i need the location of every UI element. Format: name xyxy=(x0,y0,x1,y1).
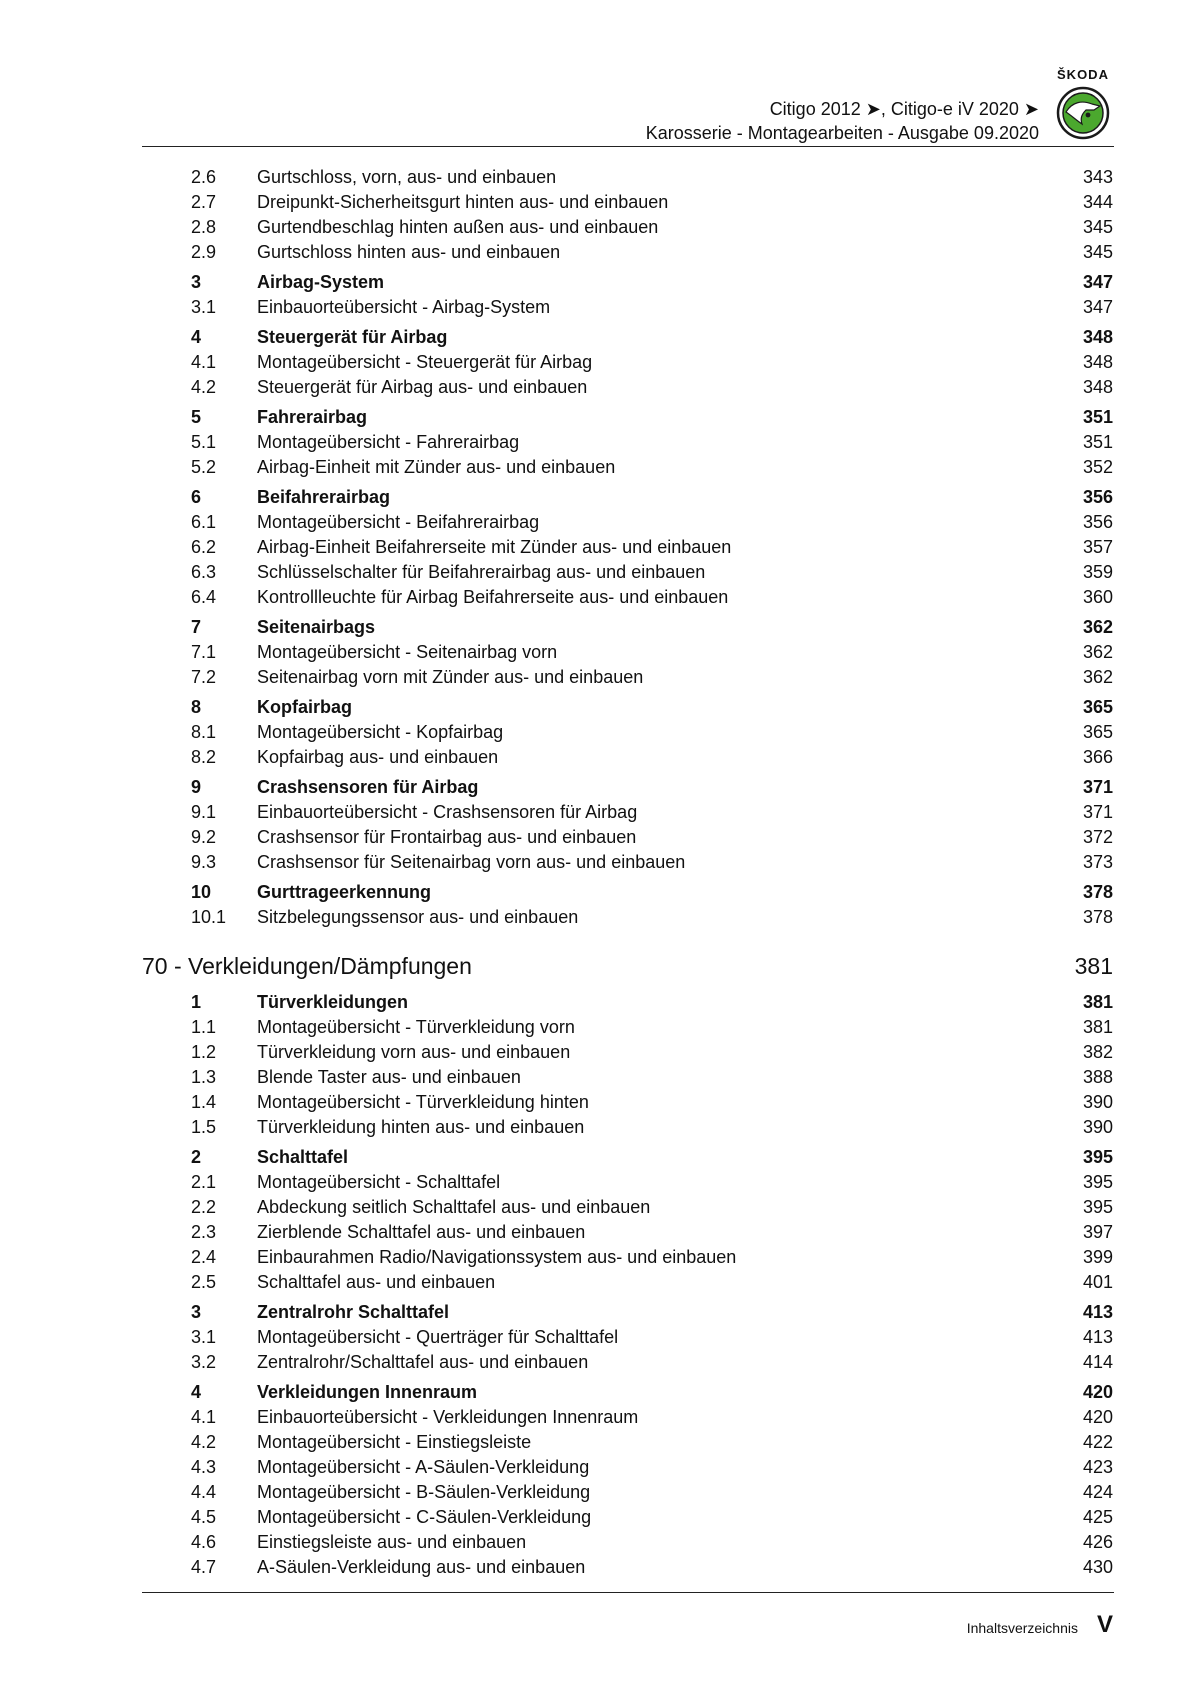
toc-entry-leader xyxy=(257,585,1081,610)
toc-subsection-row[interactable] xyxy=(0,665,1191,690)
toc-entry-leader xyxy=(257,535,1081,560)
toc-entry-title: Crashsensor für Frontairbag aus- und einbauen xyxy=(257,827,650,847)
toc-entry-title: Crashsensoren für Airbag xyxy=(257,777,492,797)
toc-entry-title: Einbauorteübersicht - Airbag-System xyxy=(257,297,564,317)
toc-entry-page: 357 xyxy=(1082,537,1113,557)
toc-entry-title: Dreipunkt-Sicherheitsgurt hinten aus- und einbauen xyxy=(257,192,682,212)
brand-wordmark: ŠKODA xyxy=(1057,67,1109,82)
toc-section-row[interactable] xyxy=(0,615,1191,640)
toc-entry-number: 7 xyxy=(191,617,202,637)
toc-entry-number: 6 xyxy=(191,487,202,507)
toc-entry-title: Montageübersicht - Fahrerairbag xyxy=(257,432,533,452)
toc-subsection-row[interactable] xyxy=(0,1040,1191,1065)
toc-entry-title: Kontrollleuchte für Airbag Beifahrerseite aus- und einbauen xyxy=(257,587,742,607)
toc-entry-number: 9.3 xyxy=(191,852,217,872)
toc-subsection-row[interactable] xyxy=(0,640,1191,665)
toc-entry-title: Airbag-Einheit Beifahrerseite mit Zünder aus- und einbauen xyxy=(257,537,745,557)
toc-entry-title: Abdeckung seitlich Schalttafel aus- und einbauen xyxy=(257,1197,664,1217)
toc-entry-leader xyxy=(257,485,1081,510)
toc-entry-leader xyxy=(257,325,1081,350)
toc-entry-title: Zentralrohr Schalttafel xyxy=(257,1302,463,1322)
toc-entry-page: 372 xyxy=(1082,827,1113,847)
toc-entry-title: Zierblende Schalttafel aus- und einbauen xyxy=(257,1222,599,1242)
toc-entry-leader xyxy=(257,1245,1081,1270)
toc-entry-page: 399 xyxy=(1082,1247,1113,1267)
toc-subsection-row[interactable] xyxy=(0,1555,1191,1580)
toc-entry-leader xyxy=(257,430,1081,455)
toc-subsection-row[interactable] xyxy=(0,1405,1191,1430)
toc-entry-page: 343 xyxy=(1082,167,1113,187)
toc-entry-page: 388 xyxy=(1082,1067,1113,1087)
toc-entry-page: 351 xyxy=(1082,407,1113,427)
header-divider xyxy=(142,146,1114,147)
toc-subsection-row[interactable] xyxy=(0,800,1191,825)
toc-section-row[interactable] xyxy=(0,1300,1191,1325)
toc-entry-title: Montageübersicht - Steuergerät für Airbag xyxy=(257,352,606,372)
toc-subsection-row[interactable] xyxy=(0,1530,1191,1555)
toc-entry-page: 362 xyxy=(1082,667,1113,687)
toc-entry-title: Schalttafel xyxy=(257,1147,362,1167)
toc-entry-page: 430 xyxy=(1082,1557,1113,1577)
toc-entry-title: Montageübersicht - Einstiegsleiste xyxy=(257,1432,545,1452)
toc-entry-leader xyxy=(257,1065,1081,1090)
toc-entry-number: 7.1 xyxy=(191,642,217,662)
toc-entry-page: 382 xyxy=(1082,1042,1113,1062)
toc-entry-leader xyxy=(257,1555,1081,1580)
toc-entry-number: 4 xyxy=(191,327,202,347)
toc-entry-title: Crashsensor für Seitenairbag vorn aus- und einbauen xyxy=(257,852,699,872)
toc-entry-page: 348 xyxy=(1082,352,1113,372)
toc-entry-title: Airbag-Einheit mit Zünder aus- und einbauen xyxy=(257,457,629,477)
toc-subsection-row[interactable] xyxy=(0,825,1191,850)
toc-entry-page: 348 xyxy=(1082,327,1113,347)
toc-entry-title: Einbauorteübersicht - Crashsensoren für Airbag xyxy=(257,802,651,822)
toc-entry-number: 5 xyxy=(191,407,202,427)
header-manual-title: Karosserie - Montagearbeiten - Ausgabe 09.2020 xyxy=(645,123,1039,143)
toc-entry-leader xyxy=(257,1220,1081,1245)
toc-entry-leader xyxy=(257,1380,1081,1405)
toc-entry-number: 6.1 xyxy=(191,512,217,532)
toc-entry-number: 4.1 xyxy=(191,1407,217,1427)
toc-entry-number: 4.6 xyxy=(191,1532,217,1552)
toc-entry-page: 422 xyxy=(1082,1432,1113,1452)
toc-subsection-row[interactable] xyxy=(0,1170,1191,1195)
toc-entry-number: 9 xyxy=(191,777,202,797)
toc-entry-title: Gurtendbeschlag hinten außen aus- und einbauen xyxy=(257,217,672,237)
toc-entry-title: Montageübersicht - A-Säulen-Verkleidung xyxy=(257,1457,603,1477)
toc-entry-title: Beifahrerairbag xyxy=(257,487,404,507)
toc-entry-leader xyxy=(257,215,1081,240)
toc-entry-leader xyxy=(257,1350,1081,1375)
toc-subsection-row[interactable] xyxy=(0,295,1191,320)
toc-entry-leader xyxy=(257,1145,1081,1170)
toc-entry-page: 395 xyxy=(1082,1172,1113,1192)
toc-entry-page: 345 xyxy=(1082,217,1113,237)
toc-subsection-row[interactable] xyxy=(0,165,1191,190)
toc-entry-page: 347 xyxy=(1082,297,1113,317)
toc-section-row[interactable] xyxy=(0,695,1191,720)
toc-entry-leader xyxy=(257,510,1081,535)
toc-entry-page: 359 xyxy=(1082,562,1113,582)
toc-entry-page: 390 xyxy=(1082,1117,1113,1137)
toc-entry-title: Montageübersicht - Schalttafel xyxy=(257,1172,514,1192)
toc-entry-leader xyxy=(257,1170,1081,1195)
toc-entry-number: 8.2 xyxy=(191,747,217,767)
toc-entry-title: A-Säulen-Verkleidung aus- und einbauen xyxy=(257,1557,599,1577)
toc-entry-leader xyxy=(257,665,1081,690)
toc-entry-title: Kopfairbag aus- und einbauen xyxy=(257,747,512,767)
toc-entry-page: 420 xyxy=(1082,1382,1113,1402)
toc-entry-title: Verkleidungen Innenraum xyxy=(257,1382,491,1402)
toc-entry-leader xyxy=(257,190,1081,215)
toc-entry-title: 70 - Verkleidungen/Dämpfungen xyxy=(142,953,486,979)
toc-entry-number: 9.2 xyxy=(191,827,217,847)
toc-entry-page: 390 xyxy=(1082,1092,1113,1112)
toc-entry-number: 4.3 xyxy=(191,1457,217,1477)
toc-subsection-row[interactable] xyxy=(0,585,1191,610)
toc-section-row[interactable] xyxy=(0,1380,1191,1405)
footer-page-number: V xyxy=(1096,1611,1113,1638)
toc-entry-title: Montageübersicht - Seitenairbag vorn xyxy=(257,642,571,662)
toc-entry-number: 4.5 xyxy=(191,1507,217,1527)
toc-entry-page: 414 xyxy=(1082,1352,1113,1372)
toc-entry-leader xyxy=(257,1430,1081,1455)
toc-entry-title: Montageübersicht - Türverkleidung vorn xyxy=(257,1017,589,1037)
toc-entry-page: 371 xyxy=(1082,777,1113,797)
toc-entry-number: 2 xyxy=(191,1147,202,1167)
toc-entry-leader xyxy=(257,905,1081,930)
toc-entry-page: 395 xyxy=(1082,1197,1113,1217)
toc-entry-number: 4.1 xyxy=(191,352,217,372)
toc-subsection-row[interactable] xyxy=(0,745,1191,770)
toc-subsection-row[interactable] xyxy=(0,1480,1191,1505)
toc-section-row[interactable] xyxy=(0,1145,1191,1170)
toc-entry-page: 345 xyxy=(1082,242,1113,262)
toc-entry-leader xyxy=(257,720,1081,745)
toc-entry-number: 7.2 xyxy=(191,667,217,687)
toc-entry-leader xyxy=(257,1015,1081,1040)
toc-entry-leader xyxy=(257,1300,1081,1325)
toc-entry-page: 413 xyxy=(1082,1327,1113,1347)
toc-subsection-row[interactable] xyxy=(0,905,1191,930)
toc-entry-title: Einstiegsleiste aus- und einbauen xyxy=(257,1532,540,1552)
toc-entry-number: 2.5 xyxy=(191,1272,217,1292)
toc-entry-number: 5.2 xyxy=(191,457,217,477)
toc-entry-title: Seitenairbag vorn mit Zünder aus- und einbauen xyxy=(257,667,657,687)
toc-entry-leader xyxy=(257,1115,1081,1140)
toc-entry-page: 347 xyxy=(1082,272,1113,292)
toc-subsection-row[interactable] xyxy=(0,1015,1191,1040)
toc-subsection-row[interactable] xyxy=(0,720,1191,745)
toc-entry-page: 366 xyxy=(1082,747,1113,767)
toc-entry-page: 344 xyxy=(1082,192,1113,212)
toc-entry-number: 2.3 xyxy=(191,1222,217,1242)
toc-entry-title: Montageübersicht - C-Säulen-Verkleidung xyxy=(257,1507,605,1527)
toc-entry-number: 1.3 xyxy=(191,1067,217,1087)
toc-entry-page: 373 xyxy=(1082,852,1113,872)
toc-subsection-row[interactable] xyxy=(0,1195,1191,1220)
toc-subsection-row[interactable] xyxy=(0,375,1191,400)
table-of-contents xyxy=(0,165,1191,1580)
toc-section-row[interactable] xyxy=(0,775,1191,800)
toc-entry-number: 1.2 xyxy=(191,1042,217,1062)
toc-entry-page: 381 xyxy=(1082,1017,1113,1037)
toc-entry-leader xyxy=(257,825,1081,850)
toc-entry-number: 1 xyxy=(191,992,202,1012)
toc-entry-title: Gurtschloss, vorn, aus- und einbauen xyxy=(257,167,570,187)
toc-entry-number: 9.1 xyxy=(191,802,217,822)
toc-entry-title: Kopfairbag xyxy=(257,697,366,717)
toc-entry-leader xyxy=(257,1505,1081,1530)
toc-subsection-row[interactable] xyxy=(0,1325,1191,1350)
toc-subsection-row[interactable] xyxy=(0,455,1191,480)
toc-entry-leader xyxy=(257,405,1081,430)
toc-entry-page: 362 xyxy=(1082,642,1113,662)
toc-entry-leader xyxy=(257,1480,1081,1505)
toc-entry-leader xyxy=(257,695,1081,720)
toc-entry-leader xyxy=(257,1325,1081,1350)
toc-entry-number: 2.8 xyxy=(191,217,217,237)
toc-entry-number: 1.5 xyxy=(191,1117,217,1137)
toc-entry-page: 348 xyxy=(1082,377,1113,397)
toc-entry-title: Montageübersicht - Kopfairbag xyxy=(257,722,517,742)
toc-entry-number: 2.4 xyxy=(191,1247,217,1267)
toc-subsection-row[interactable] xyxy=(0,1455,1191,1480)
toc-subsection-row[interactable] xyxy=(0,1430,1191,1455)
toc-entry-leader xyxy=(257,745,1081,770)
toc-entry-number: 3.2 xyxy=(191,1352,217,1372)
toc-entry-number: 4.4 xyxy=(191,1482,217,1502)
toc-entry-leader xyxy=(257,350,1081,375)
toc-subsection-row[interactable] xyxy=(0,350,1191,375)
toc-subsection-row[interactable] xyxy=(0,1090,1191,1115)
toc-subsection-row[interactable] xyxy=(0,510,1191,535)
toc-entry-leader xyxy=(257,560,1081,585)
toc-subsection-row[interactable] xyxy=(0,1350,1191,1375)
toc-entry-leader xyxy=(257,165,1081,190)
toc-entry-page: 420 xyxy=(1082,1407,1113,1427)
toc-entry-leader xyxy=(257,1530,1081,1555)
toc-entry-leader xyxy=(257,455,1081,480)
header-vehicle-models: Citigo 2012 ➤, Citigo-e iV 2020 ➤ xyxy=(769,99,1039,119)
toc-entry-number: 8 xyxy=(191,697,202,717)
toc-entry-number: 6.2 xyxy=(191,537,217,557)
toc-entry-page: 352 xyxy=(1082,457,1113,477)
toc-subsection-row[interactable] xyxy=(0,850,1191,875)
toc-entry-leader xyxy=(257,1455,1081,1480)
toc-section-row[interactable] xyxy=(0,270,1191,295)
footer-divider xyxy=(142,1592,1114,1593)
toc-entry-title: Einbaurahmen Radio/Navigationssystem aus- und einbauen xyxy=(257,1247,750,1267)
toc-entry-title: Montageübersicht - Querträger für Schalttafel xyxy=(257,1327,632,1347)
toc-entry-leader xyxy=(257,1040,1081,1065)
toc-entry-title: Zentralrohr/Schalttafel aus- und einbauen xyxy=(257,1352,602,1372)
toc-entry-title: Türverkleidung vorn aus- und einbauen xyxy=(257,1042,584,1062)
toc-entry-title: Türverkleidungen xyxy=(257,992,422,1012)
toc-entry-page: 362 xyxy=(1082,617,1113,637)
toc-section-row[interactable] xyxy=(0,880,1191,905)
toc-entry-number: 3 xyxy=(191,272,202,292)
skoda-logo xyxy=(1042,68,1124,140)
toc-entry-page: 413 xyxy=(1082,1302,1113,1322)
toc-entry-number: 2.7 xyxy=(191,192,217,212)
toc-entry-number: 4.2 xyxy=(191,377,217,397)
toc-entry-title: Steuergerät für Airbag xyxy=(257,327,461,347)
toc-entry-page: 381 xyxy=(1074,953,1113,979)
toc-entry-page: 371 xyxy=(1082,802,1113,822)
toc-entry-page: 365 xyxy=(1082,722,1113,742)
toc-subsection-row[interactable] xyxy=(0,560,1191,585)
toc-entry-number: 1.4 xyxy=(191,1092,217,1112)
toc-entry-number: 3.1 xyxy=(191,297,217,317)
toc-subsection-row[interactable] xyxy=(0,1270,1191,1295)
toc-entry-title: Einbauorteübersicht - Verkleidungen Innenraum xyxy=(257,1407,652,1427)
toc-entry-page: 381 xyxy=(1082,992,1113,1012)
toc-entry-leader xyxy=(257,295,1081,320)
toc-entry-title: Montageübersicht - Beifahrerairbag xyxy=(257,512,553,532)
toc-entry-leader xyxy=(257,775,1081,800)
toc-entry-title: Türverkleidung hinten aus- und einbauen xyxy=(257,1117,598,1137)
toc-entry-page: 378 xyxy=(1082,882,1113,902)
toc-entry-page: 365 xyxy=(1082,697,1113,717)
toc-entry-title: Gurtschloss hinten aus- und einbauen xyxy=(257,242,574,262)
toc-entry-number: 10 xyxy=(191,882,212,902)
toc-entry-leader xyxy=(257,270,1081,295)
footer-section-label: Inhaltsverzeichnis xyxy=(966,1620,1078,1636)
toc-entry-page: 360 xyxy=(1082,587,1113,607)
toc-entry-leader xyxy=(257,880,1081,905)
toc-entry-page: 425 xyxy=(1082,1507,1113,1527)
toc-subsection-row[interactable] xyxy=(0,430,1191,455)
toc-entry-number: 4.2 xyxy=(191,1432,217,1452)
toc-subsection-row[interactable] xyxy=(0,240,1191,265)
toc-entry-page: 395 xyxy=(1082,1147,1113,1167)
toc-entry-title: Schalttafel aus- und einbauen xyxy=(257,1272,509,1292)
toc-entry-number: 1.1 xyxy=(191,1017,217,1037)
toc-entry-number: 6.3 xyxy=(191,562,217,582)
toc-entry-number: 4.7 xyxy=(191,1557,217,1577)
toc-subsection-row[interactable] xyxy=(0,1065,1191,1090)
toc-entry-number: 2.6 xyxy=(191,167,217,187)
toc-section-row[interactable] xyxy=(0,405,1191,430)
toc-chapter-row[interactable] xyxy=(0,947,1191,985)
toc-entry-title: Fahrerairbag xyxy=(257,407,381,427)
toc-entry-number: 6.4 xyxy=(191,587,217,607)
toc-entry-leader xyxy=(257,640,1081,665)
toc-entry-leader xyxy=(257,240,1081,265)
toc-entry-leader xyxy=(257,1195,1081,1220)
toc-entry-number: 3 xyxy=(191,1302,202,1322)
toc-entry-leader xyxy=(257,615,1081,640)
toc-entry-page: 351 xyxy=(1082,432,1113,452)
toc-entry-leader xyxy=(257,1270,1081,1295)
toc-entry-number: 5.1 xyxy=(191,432,217,452)
toc-entry-title: Steuergerät für Airbag aus- und einbauen xyxy=(257,377,601,397)
toc-entry-number: 10.1 xyxy=(191,907,227,927)
toc-entry-page: 356 xyxy=(1082,512,1113,532)
toc-entry-title: Gurttrageerkennung xyxy=(257,882,445,902)
toc-entry-title: Airbag-System xyxy=(257,272,398,292)
toc-entry-title: Montageübersicht - Türverkleidung hinten xyxy=(257,1092,603,1112)
toc-section-row[interactable] xyxy=(0,325,1191,350)
toc-entry-number: 2.1 xyxy=(191,1172,217,1192)
skoda-emblem-icon xyxy=(1056,86,1110,140)
toc-entry-page: 378 xyxy=(1082,907,1113,927)
toc-entry-number: 2.9 xyxy=(191,242,217,262)
toc-entry-title: Schlüsselschalter für Beifahrerairbag aus- und einbauen xyxy=(257,562,719,582)
toc-entry-number: 2.2 xyxy=(191,1197,217,1217)
toc-entry-number: 8.1 xyxy=(191,722,217,742)
toc-subsection-row[interactable] xyxy=(0,1245,1191,1270)
toc-subsection-row[interactable] xyxy=(0,1220,1191,1245)
toc-entry-page: 397 xyxy=(1082,1222,1113,1242)
toc-subsection-row[interactable] xyxy=(0,535,1191,560)
toc-subsection-row[interactable] xyxy=(0,190,1191,215)
toc-entry-leader xyxy=(257,800,1081,825)
toc-subsection-row[interactable] xyxy=(0,1505,1191,1530)
toc-entry-leader xyxy=(257,375,1081,400)
toc-entry-leader xyxy=(257,1090,1081,1115)
toc-entry-title: Blende Taster aus- und einbauen xyxy=(257,1067,535,1087)
toc-subsection-row[interactable] xyxy=(0,215,1191,240)
toc-section-row[interactable] xyxy=(0,485,1191,510)
toc-entry-page: 423 xyxy=(1082,1457,1113,1477)
toc-entry-page: 424 xyxy=(1082,1482,1113,1502)
toc-entry-leader xyxy=(142,947,1081,985)
toc-entry-leader xyxy=(257,990,1081,1015)
toc-entry-number: 4 xyxy=(191,1382,202,1402)
toc-entry-title: Sitzbelegungssensor aus- und einbauen xyxy=(257,907,592,927)
toc-entry-title: Seitenairbags xyxy=(257,617,389,637)
toc-subsection-row[interactable] xyxy=(0,1115,1191,1140)
toc-entry-leader xyxy=(257,1405,1081,1430)
toc-entry-leader xyxy=(257,850,1081,875)
toc-section-row[interactable] xyxy=(0,990,1191,1015)
toc-entry-title: Montageübersicht - B-Säulen-Verkleidung xyxy=(257,1482,604,1502)
toc-entry-page: 426 xyxy=(1082,1532,1113,1552)
toc-entry-number: 3.1 xyxy=(191,1327,217,1347)
toc-entry-page: 356 xyxy=(1082,487,1113,507)
toc-entry-page: 401 xyxy=(1082,1272,1113,1292)
